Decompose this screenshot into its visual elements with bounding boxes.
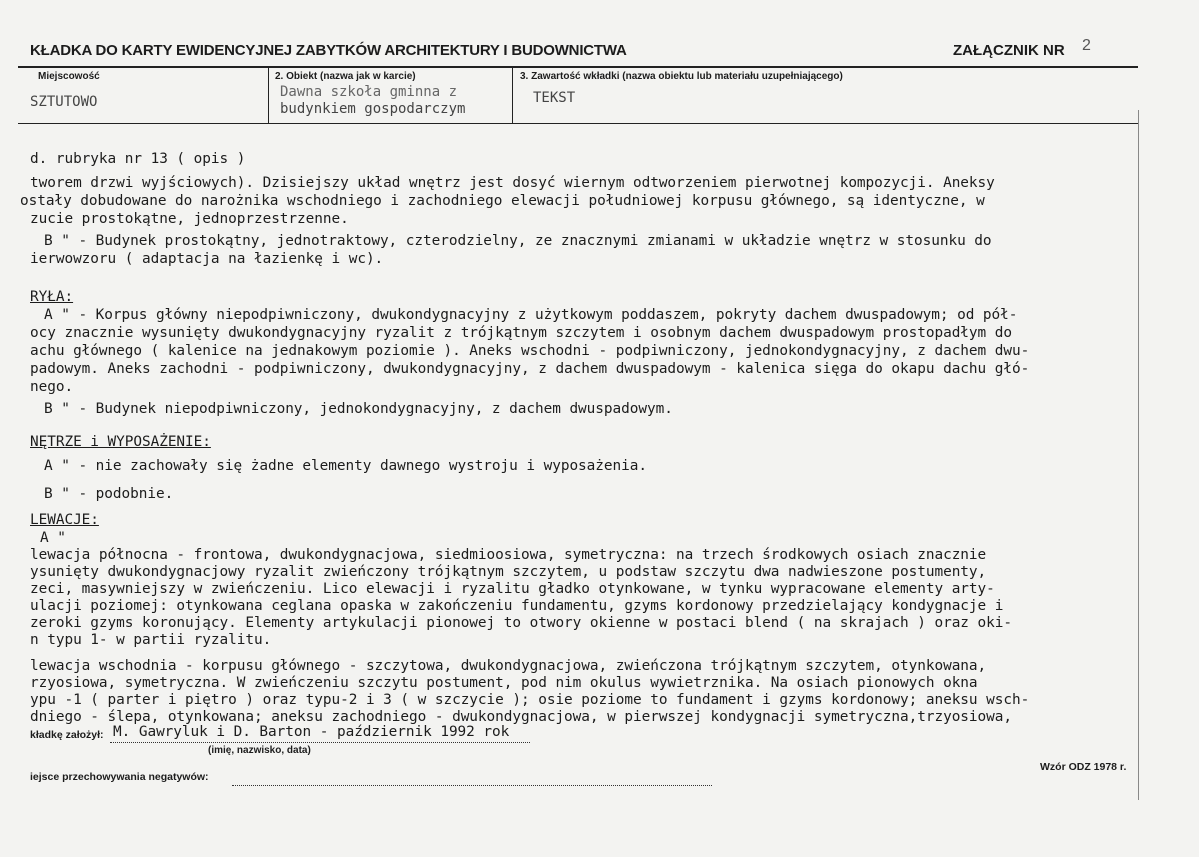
content-value: TEKST xyxy=(533,90,576,106)
header-top-rule xyxy=(18,66,1138,68)
line-elew-10: dniego - ślepa, otynkowana; aneksu zachodniego - dwukondygnacjowa, w pierwszej kondygnacji symetryczna,trzyosiowa, xyxy=(30,709,1012,725)
heading-bryla: RYŁA: xyxy=(30,289,74,305)
prepared-by-value: M. Gawryluk i D. Barton - październik 1992 rok xyxy=(113,724,510,740)
line-elew-4: ulacji poziomej: otynkowana ceglana opaska w zakończeniu fundamentu, gzyms kordonowy przedzielający kondygnacje i xyxy=(30,598,1004,614)
line-ref: d. rubryka nr 13 ( opis ) xyxy=(30,151,246,167)
negatives-label: iejsce przechowywania negatywów: xyxy=(30,771,209,783)
line-bryla-b: B " - Budynek niepodpiwniczony, jednokondygnacyjny, z dachem dwuspadowym. xyxy=(44,401,673,417)
form-title: KŁADKA DO KARTY EWIDENCYJNEJ ZABYTKÓW ARCHITEKTURY I BUDOWNICTWA xyxy=(30,42,627,59)
line-wnetrze-b: B " - podobnie. xyxy=(44,486,174,502)
line-elew-9: ypu -1 ( parter i piętro ) oraz typu-2 i 3 ( w szczycie ); osie poziome to fundament i gzyms kordonowy; aneksu wsch- xyxy=(30,692,1030,708)
line-desc-3: zucie prostokątne, jednoprzestrzenne. xyxy=(30,211,349,227)
annex-number: 2 xyxy=(1082,37,1091,54)
line-elew-5: zeroki gzyms koronujący. Elementy artykulacji pionowej to otwory okienne w postaci blend ( na skrajach ) oraz oki- xyxy=(30,615,1012,631)
line-desc-2: ostały dobudowane do narożnika wschodniego i zachodniego elewacji południowej korpusu głównego, są identyczne, w xyxy=(20,193,985,209)
line-wnetrze-a: A " - nie zachowały się żadne elementy dawnego wystroju i wyposażenia. xyxy=(44,458,647,474)
line-elewacje-a: A " xyxy=(40,530,66,546)
negatives-line xyxy=(232,785,712,786)
line-elew-8: rzyosiowa, symetryczna. W zwieńczeniu szczytu postument, pod nim okulus wywietrznika. Na osiach pionowych okna xyxy=(30,675,978,691)
line-bryla-2: ocy znacznie wysunięty dwukondygnacyjny ryzalit z trójkątnym szczytem i osobnym dachem dwuspadowym prostopadłym do xyxy=(30,325,1012,341)
form-model: Wzór ODZ 1978 r. xyxy=(1040,761,1127,773)
locality-value: SZTUTOWO xyxy=(30,94,98,110)
line-elew-3: zeci, masywniejszy w zwieńczeniu. Lico elewacji i ryzalitu gładko otynkowane, w tynku wypracowane elementy arty- xyxy=(30,581,995,597)
object-value-line1: Dawna szkoła gminna z xyxy=(280,84,458,100)
line-desc-1: tworem drzwi wyjściowych). Dzisiejszy układ wnętrz jest dosyć wiernym odtworzeniem pierwotnej kompozycji. Aneksy xyxy=(30,175,995,191)
line-elew-7: lewacja wschodnia - korpusu głównego - szczytowa, dwukondygnacjowa, zwieńczona trójkątnym szczytem, otynkowana, xyxy=(30,658,987,674)
annex-label: ZAŁĄCZNIK NR xyxy=(953,42,1065,59)
header-divider-1 xyxy=(268,67,269,124)
object-value-line2: budynkiem gospodarczym xyxy=(280,101,466,117)
line-elew-1: lewacja północna - frontowa, dwukondygnacjowa, siedmioosiowa, symetryczna: na trzech środkowych osiach znacznie xyxy=(30,547,987,563)
line-elew-2: ysunięty dwukondygnacjowy ryzalit zwieńczony trójkątnym szczytem, u podstaw szczytu dwa nadwieszone postumenty, xyxy=(30,564,987,580)
line-bryla-5: nego. xyxy=(30,379,74,395)
line-bryla-4: padowym. Aneks zachodni - podpiwniczony, dwukondygnacyjny, z dachem dwuspadowym - kalenica sięga do okapu dachu głó- xyxy=(30,361,1030,377)
prepared-by-hint: (imię, nazwisko, data) xyxy=(208,745,311,756)
prepared-by-line xyxy=(110,742,530,743)
line-desc-5: ierwowzoru ( adaptacja na łazienkę i wc). xyxy=(30,251,384,267)
line-elew-6: n typu 1- w partii ryzalitu. xyxy=(30,632,272,648)
locality-label: Miejscowość xyxy=(38,71,100,82)
header-divider-2 xyxy=(512,67,513,124)
line-bryla-3: achu głównego ( kalenice na jednakowym poziomie ). Aneks wschodni - podpiwniczony, jednokondygnacyjny, z dachem dwu- xyxy=(30,343,1030,359)
right-edge-rule xyxy=(1138,110,1139,800)
header-bottom-rule xyxy=(18,123,1138,124)
content-label: 3. Zawartość wkładki (nazwa obiektu lub materiału uzupełniającego) xyxy=(520,71,843,82)
line-desc-4: B " - Budynek prostokątny, jednotraktowy, czterodzielny, ze znacznymi zmianami w układzie wnętrz w stosunku do xyxy=(44,233,992,249)
line-bryla-1: A " - Korpus główny niepodpiwniczony, dwukondygnacyjny z użytkowym poddaszem, pokryty dachem dwuspadowym; od pół- xyxy=(44,307,1018,323)
prepared-by-label: kładkę założył: xyxy=(30,729,104,741)
heading-wnetrze: NĘTRZE i WYPOSAŻENIE: xyxy=(30,434,211,450)
object-label: 2. Obiekt (nazwa jak w karcie) xyxy=(275,71,416,82)
heading-elewacje: LEWACJE: xyxy=(30,512,99,528)
